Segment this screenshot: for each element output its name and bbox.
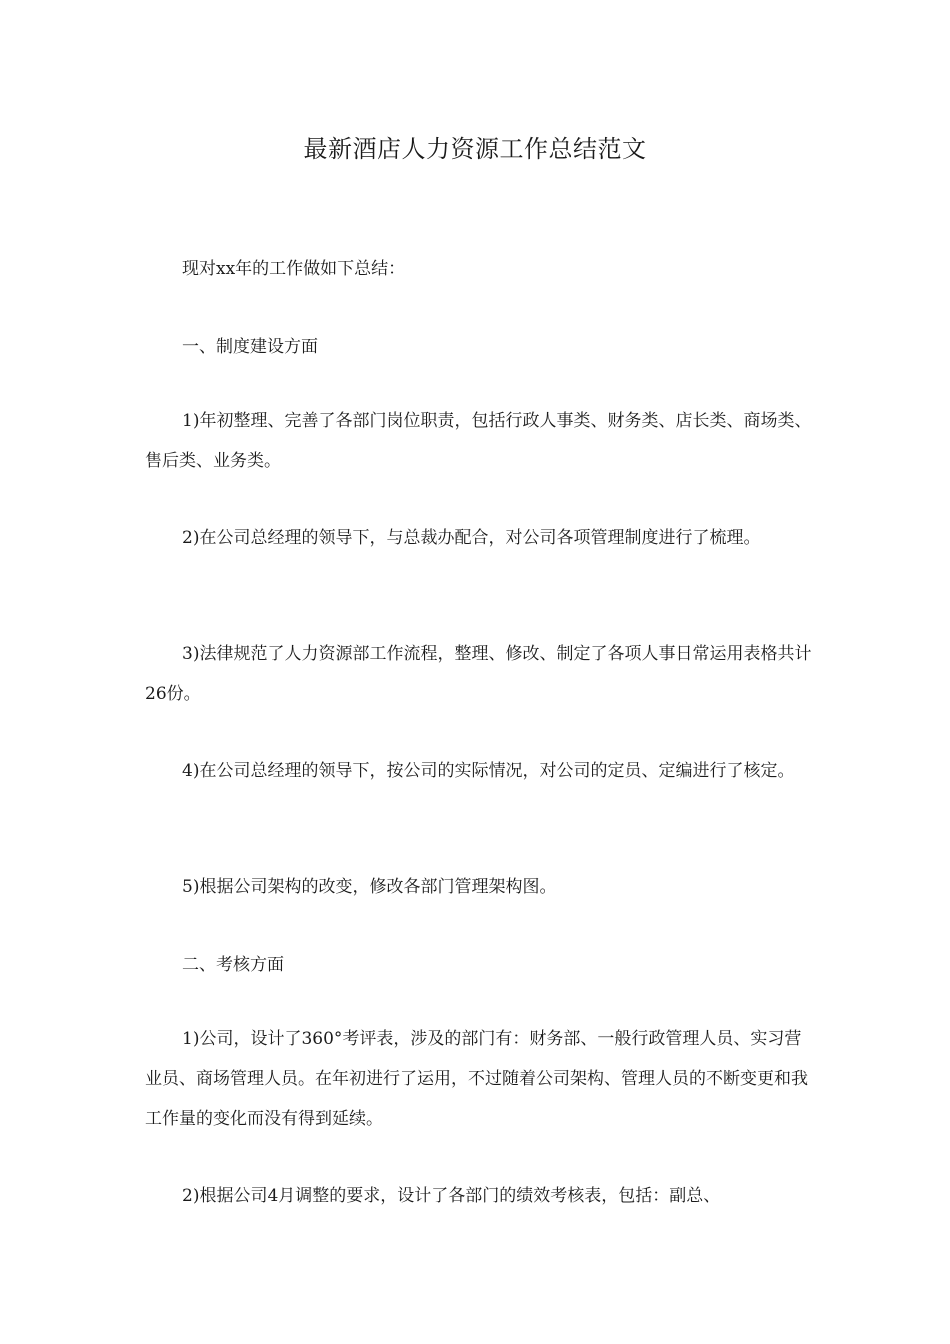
list-item: 2)在公司总经理的领导下，与总裁办配合，对公司各项管理制度进行了梳理。 [182,528,761,548]
list-item: 1)公司，设计了360°考评表，涉及的部门有：财务部、一般行政管理人员、实习营业员、商场管理人员。在年初进行了运用，不过随着公司架构、管理人员的不断变更和我工作量的变化而没有得到延续。 [145,1029,808,1129]
list-item: 2)根据公司4月调整的要求，设计了各部门的绩效考核表，包括：副总、 [182,1186,721,1206]
list-item: 5)根据公司架构的改变，修改各部门管理架构图。 [182,877,557,897]
intro-paragraph: 现对xx年的工作做如下总结： [182,259,406,279]
list-item: 1)年初整理、完善了各部门岗位职责，包括行政人事类、财务类、店长类、商场类、售后类、业务类。 [145,411,812,471]
section-heading-assessment: 二、考核方面 [182,955,284,975]
document-title: 最新酒店人力资源工作总结范文 [303,135,647,163]
list-item: 3)法律规范了人力资源部工作流程，整理、修改、制定了各项人事日常运用表格共计26份。 [145,644,812,704]
list-item: 4)在公司总经理的领导下，按公司的实际情况，对公司的定员、定编进行了核定。 [182,761,795,781]
section-heading-system: 一、制度建设方面 [182,337,318,357]
